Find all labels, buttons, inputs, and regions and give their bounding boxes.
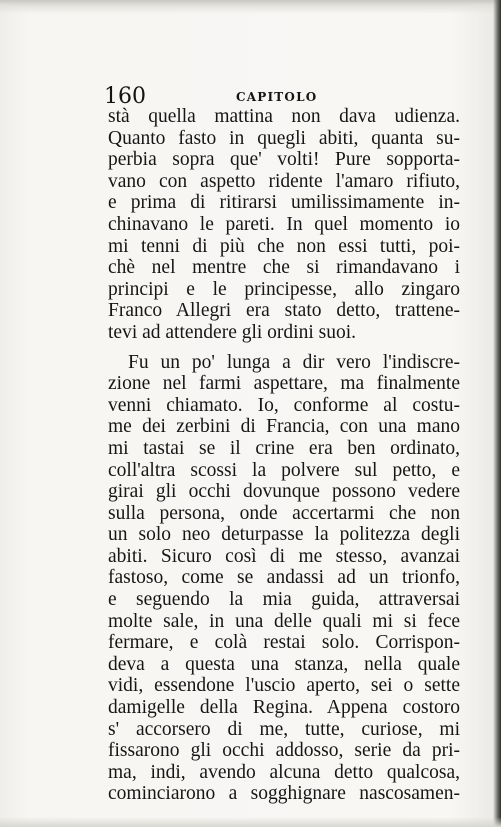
text-line: principi e le principesse, allo zingaro bbox=[108, 278, 460, 300]
text-line: vidi, essendone l'uscio aperto, sei o sette bbox=[108, 675, 460, 697]
text-line: zione nel farmi aspettare, ma finalmente bbox=[108, 373, 460, 395]
text-line: damigelle della Regina. Appena costoro bbox=[108, 697, 460, 719]
text-line: tevi ad attendere gli ordini suoi. bbox=[108, 321, 357, 343]
text-line: fermare, e colà restai solo. Corrispon- bbox=[108, 632, 460, 654]
paragraph-gap bbox=[108, 344, 460, 352]
page-number: 160 bbox=[104, 84, 146, 109]
text-line: coll'altra scossi la polvere sul petto, e bbox=[108, 459, 460, 481]
text-line: fastoso, come se andassi ad un trionfo, bbox=[108, 567, 460, 589]
text-line: fissarono gli occhi addosso, serie da pri- bbox=[108, 740, 460, 762]
text-line: venni chiamato. Io, conforme al costu- bbox=[108, 394, 460, 416]
text-line: chinavano le pareti. In quel momento io bbox=[108, 213, 460, 235]
text-line: vano con aspetto ridente l'amaro rifiuto, bbox=[108, 170, 460, 192]
text-line: deva a questa una stanza, nella quale bbox=[108, 653, 460, 675]
text-line: s' accorsero di me, tutte, curiose, mi bbox=[108, 718, 460, 740]
page-bottom-edge-shadow bbox=[0, 817, 501, 827]
text-line: mi tastai se il crine era ben ordinato, bbox=[108, 437, 460, 459]
text-line: me dei zerbini di Francia, con una mano bbox=[108, 416, 460, 438]
page-binding-shadow bbox=[493, 0, 501, 827]
text-line: sulla persona, onde accertarmi che non bbox=[108, 502, 460, 524]
body-text bbox=[108, 106, 460, 805]
text-line: mi tenni di più che non essi tutti, poi- bbox=[108, 235, 460, 257]
paragraph bbox=[108, 352, 460, 805]
text-line: un solo neo deturpasse la politezza degli bbox=[108, 524, 460, 546]
text-line: e seguendo la mia guida, attraversai bbox=[108, 589, 460, 611]
text-line: molte sale, in una delle quali mi si fece bbox=[108, 610, 460, 632]
text-line: stà quella mattina non dava udienza. bbox=[108, 106, 460, 127]
running-head: CAPITOLO bbox=[236, 90, 318, 104]
text-line: perbia sopra que' volti! Pure sopporta- bbox=[108, 149, 460, 171]
text-line: girai gli occhi dovunque possono vedere bbox=[108, 481, 460, 503]
paragraph bbox=[108, 106, 460, 344]
text-line: e prima di ritirarsi umilissimamente in- bbox=[108, 192, 460, 214]
text-line: cominciarono a sogghignare nascosamen- bbox=[108, 783, 460, 805]
text-line: ma, indi, avendo alcuna detto qualcosa, bbox=[108, 761, 460, 783]
text-line: chè nel mentre che si rimandavano i bbox=[108, 257, 460, 279]
text-line: Quanto fasto in quegli abiti, quanta su- bbox=[108, 127, 460, 149]
text-line: Fu un po' lunga a dir vero l'indiscre- bbox=[128, 351, 460, 373]
page-top-edge-shadow bbox=[0, 0, 501, 14]
text-line: Franco Allegri era stato detto, trattene- bbox=[108, 300, 460, 322]
text-line: abiti. Sicuro così di me stesso, avanzai bbox=[108, 545, 460, 567]
